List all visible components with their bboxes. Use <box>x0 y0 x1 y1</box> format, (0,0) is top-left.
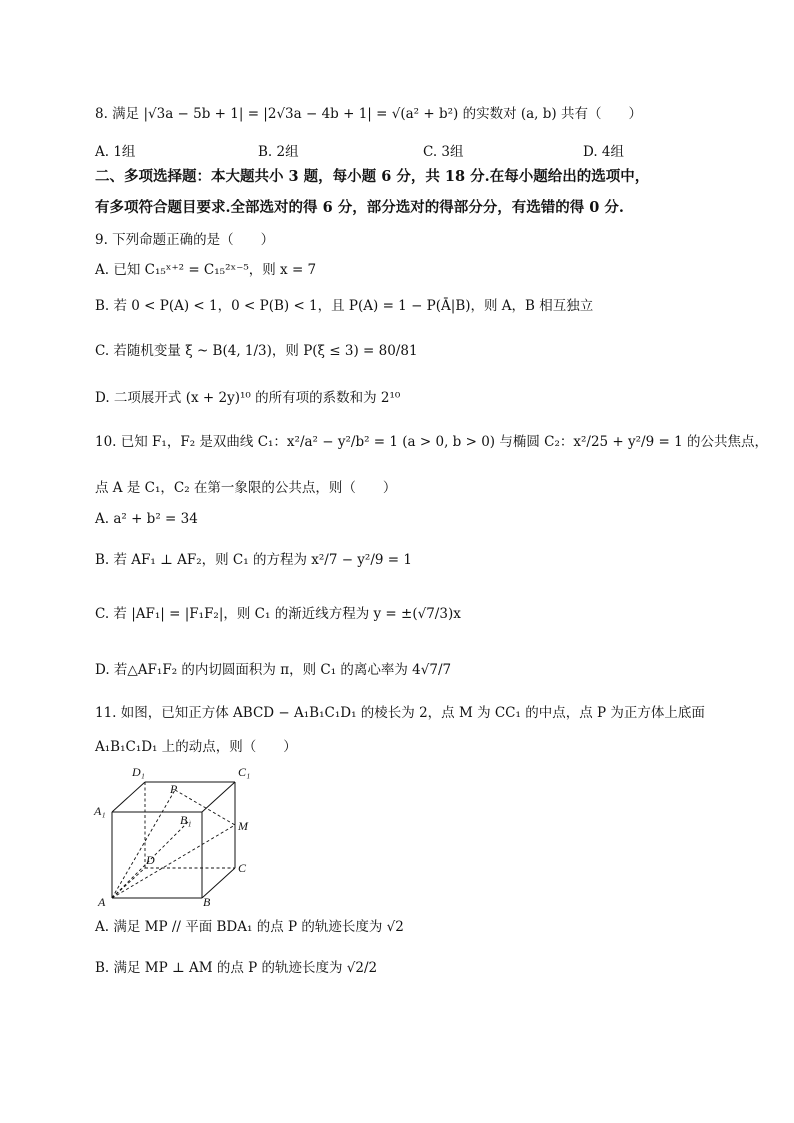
segment-am <box>112 825 235 898</box>
label-d: D <box>146 853 155 867</box>
label-d1: D₁ <box>132 765 145 779</box>
q11-option-a: A. 满足 MP // 平面 BDA₁ 的点 P 的轨迹长度为 √2 <box>95 919 404 935</box>
edge-a1d1 <box>112 782 145 812</box>
label-p: P <box>170 782 178 796</box>
segment-ap <box>112 790 175 898</box>
label-b: B <box>203 895 211 908</box>
q9-stem: 9. 下列命题正确的是（ ） <box>95 232 275 248</box>
q8-option-c: C. 3组 <box>423 144 464 160</box>
section2-heading-line1: 二、多项选择题：本大题共小 3 题，每小题 6 分，共 18 分.在每小题给出的选项中， <box>95 168 650 185</box>
q8-option-a: A. 1组 <box>95 144 136 160</box>
q9-option-c: C. 若随机变量 ξ ~ B(4, 1/3)，则 P(ξ ≤ 3) = 80/81 <box>95 343 418 359</box>
label-a: A <box>98 895 106 908</box>
label-m: M <box>238 819 248 833</box>
q11-stem-line1: 11. 如图，已知正方体 ABCD − A₁B₁C₁D₁ 的棱长为 2，点 M 为 CC₁ 的中点，点 P 为正方体上底面 <box>95 705 705 721</box>
label-b1: B₁ <box>180 813 192 827</box>
q10-option-d: D. 若△AF₁F₂ 的内切圆面积为 π，则 C₁ 的离心率为 4√7/7 <box>95 662 452 678</box>
q9-option-d: D. 二项展开式 (x + 2y)¹⁰ 的所有项的系数和为 2¹⁰ <box>95 390 401 406</box>
q11-option-b: B. 满足 MP ⊥ AM 的点 P 的轨迹长度为 √2/2 <box>95 960 378 976</box>
label-c1: C₁ <box>238 765 251 779</box>
q11-stem-line2: A₁B₁C₁D₁ 上的动点，则（ ） <box>95 739 297 755</box>
q10-stem-line1: 10. 已知 F₁，F₂ 是双曲线 C₁：x²/a² − y²/b² = 1 (a > 0, b > 0) 与椭圆 C₂：x²/25 + y²/9 = 1 的公共焦点， <box>95 434 768 450</box>
section2-heading-line2: 有多项符合题目要求.全部选对的得 6 分，部分选对的得部分分，有选错的得 0 分. <box>95 199 624 216</box>
q9-option-a: A. 已知 C₁₅ˣ⁺² = C₁₅²ˣ⁻⁵，则 x = 7 <box>95 262 317 278</box>
q10-option-b: B. 若 AF₁ ⊥ AF₂，则 C₁ 的方程为 x²/7 − y²/9 = 1 <box>95 552 412 568</box>
edge-b1c1 <box>202 782 235 812</box>
q10-option-a: A. a² + b² = 34 <box>95 511 198 527</box>
label-a1: A₁ <box>94 804 106 818</box>
edge-bc <box>202 868 235 898</box>
q10-option-c: C. 若 |AF₁| = |F₁F₂|，则 C₁ 的渐近线方程为 y = ±(√7/3)x <box>95 606 461 622</box>
q8-option-b: B. 2组 <box>258 144 299 160</box>
q10-stem-line2: 点 A 是 C₁，C₂ 在第一象限的公共点，则（ ） <box>95 480 397 496</box>
q8-stem: 8. 满足 |√3a − 5b + 1| = |2√3a − 4b + 1| = √(a² + b²) 的实数对 (a, b) 共有（ ） <box>95 106 642 122</box>
q9-option-b: B. 若 0 < P(A) < 1，0 < P(B) < 1，且 P(A) = 1 − P(Ā|B)，则 A，B 相互独立 <box>95 298 594 314</box>
cube-figure <box>90 760 260 908</box>
q8-option-d: D. 4组 <box>583 144 625 160</box>
label-c: C <box>238 861 247 875</box>
